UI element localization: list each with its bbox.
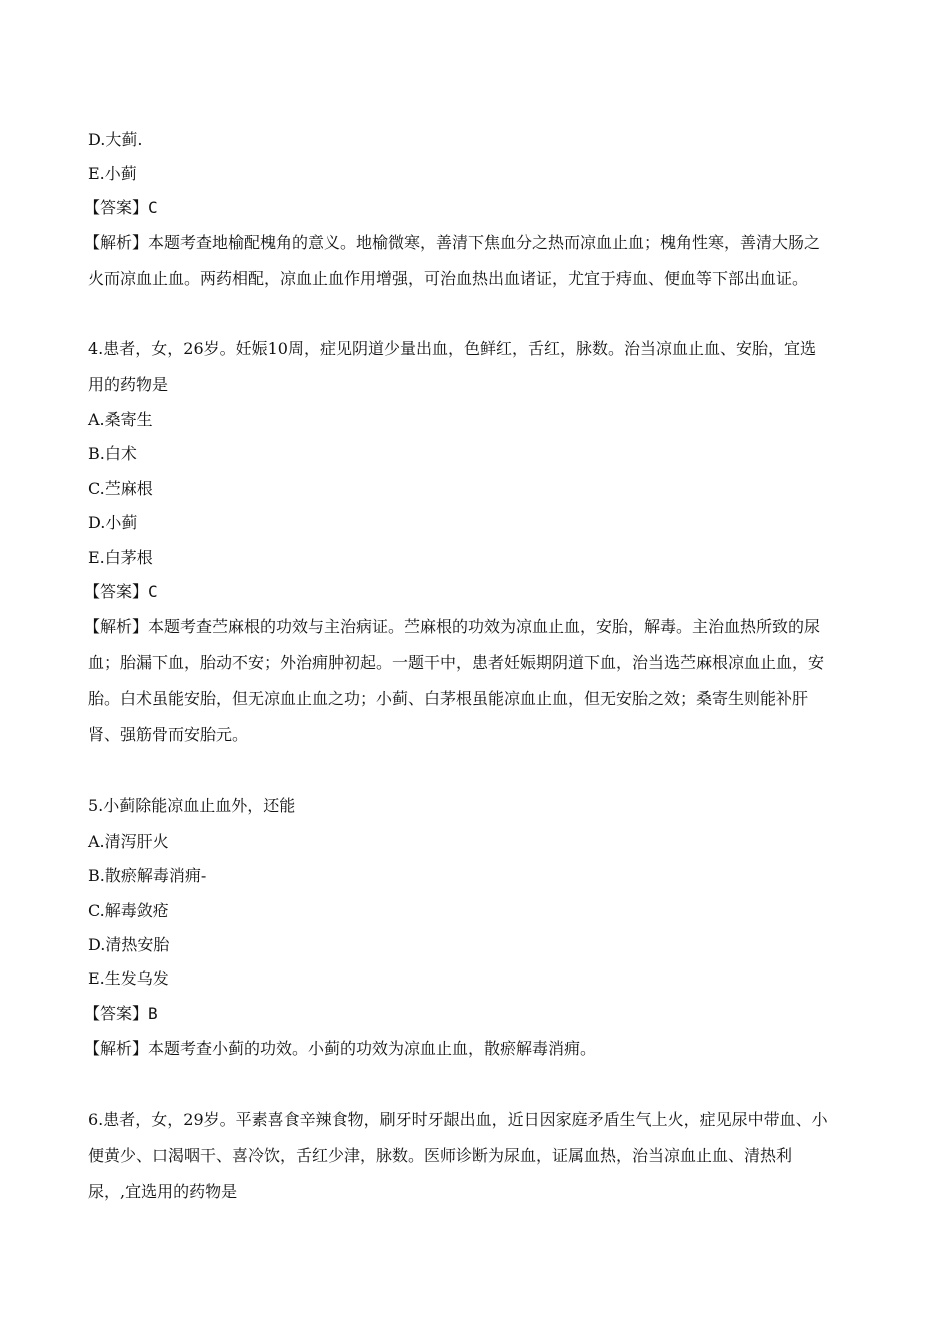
analysis-line: 【解析】本题考查小蓟的功效。小蓟的功效为凉血止血，散瘀解毒消痈。 [84,1039,597,1058]
question-stem: 5.小蓟除能凉血止血外，还能 [88,796,296,815]
question-stem: 尿，,宜选用的药物是 [88,1182,238,1201]
answer-value: C [148,198,158,217]
question-stem: 4.患者，女，26岁。妊娠10周，症见阴道少量出血，色鲜红，舌红，脉数。治当凉血止血、安胎，宜选 [88,339,816,358]
analysis-line: 火而凉血止血。两药相配，凉血止血作用增强，可治血热出血诸证，尤宜于痔血、便血等下部出血证。 [88,269,809,288]
answer-value: B [148,1004,158,1023]
option-c: C.解毒敛疮 [88,901,169,920]
option-b: B.白术 [88,444,137,463]
answer-line [84,581,158,603]
answer-line [84,197,158,219]
option-e: E.生发乌发 [88,969,169,988]
option-e: E.小蓟 [88,164,137,183]
option-b: B.散瘀解毒消痈- [88,866,207,885]
question-stem: 6.患者，女，29岁。平素喜食辛辣食物，刷牙时牙龈出血，近日因家庭矛盾生气上火，症见尿中带血、小 [88,1110,828,1129]
answer-label: 【答案】 [84,582,149,601]
question-stem: 用的药物是 [88,375,169,394]
answer-value: C [148,582,158,601]
analysis-line: 血；胎漏下血，胎动不安；外治痈肿初起。一题干中，患者妊娠期阴道下血，治当选苎麻根凉血止血，安 [88,653,825,672]
answer-label: 【答案】 [84,198,149,217]
analysis-line: 肾、强筋骨而安胎元。 [88,725,249,744]
option-e: E.白茅根 [88,548,153,567]
option-a: A.清泻肝火 [88,832,169,851]
answer-line [84,1003,158,1025]
analysis-line: 【解析】本题考查苎麻根的功效与主治病证。苎麻根的功效为凉血止血，安胎，解毒。主治血热所致的尿 [84,617,821,636]
option-d: D.小蓟 [88,513,138,532]
option-a: A.桑寄生 [88,410,153,429]
analysis-line: 【解析】本题考查地榆配槐角的意义。地榆微寒，善清下焦血分之热而凉血止血；槐角性寒，善清大肠之 [84,233,821,252]
analysis-line: 胎。白术虽能安胎，但无凉血止血之功；小蓟、白茅根虽能凉血止血，但无安胎之效；桑寄生则能补肝 [88,689,809,708]
question-stem: 便黄少、口渴咽干、喜冷饮，舌红少津，脉数。医师诊断为尿血，证属血热，治当凉血止血、清热利 [88,1146,793,1165]
option-c: C.苎麻根 [88,479,153,498]
option-d: D.大蓟. [88,130,143,149]
answer-label: 【答案】 [84,1004,149,1023]
option-d: D.清热安胎 [88,935,170,954]
